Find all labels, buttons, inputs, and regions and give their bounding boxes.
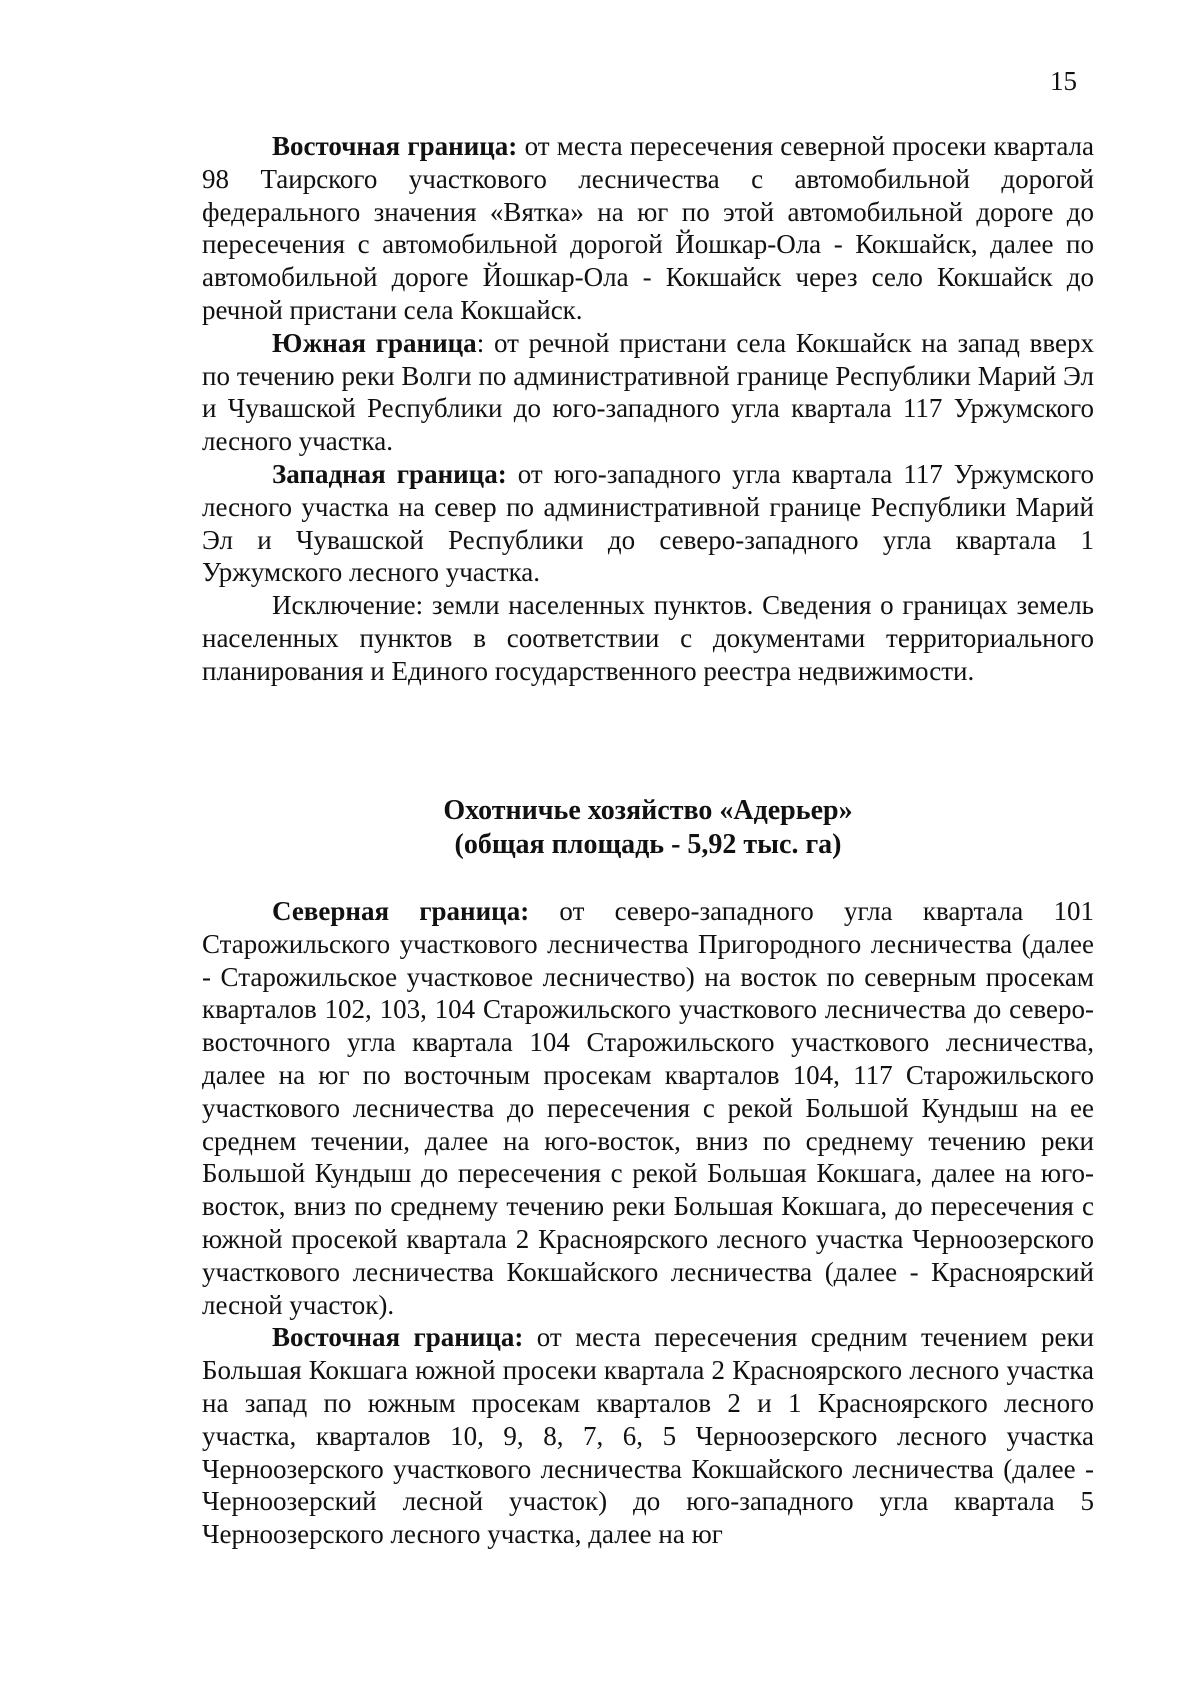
paragraph-label: Южная граница [272,327,477,358]
paragraph-east-border [202,130,1094,327]
section-subtitle: (общая площадь - 5,92 тыс. га) [454,829,842,860]
page-number: 15 [1050,66,1077,96]
paragraph-south-border [202,327,1094,458]
section-heading [202,794,1094,862]
section-title: Охотничье хозяйство «Адерьер» [443,795,853,826]
paragraph-text: от места пересечения северной просеки квартала 98 Таирского участкового лесничества с автомобильной дорогой федерального значения «Вятка» на юг по этой автомобильной дороге до пересечения с автомобильной дорогой Йошкар-Ола - Кокшайск, далее по автомобильной дороге Йошкар-Ола - Кокшайск через село Кокшайск до речной пристани села Кокшайск. [202,131,1094,325]
paragraph-label: Восточная граница: [272,131,518,161]
paragraph-north-border [202,895,1094,1321]
section-text-block [202,895,1094,1551]
paragraph-label: Северная граница: [272,896,530,926]
paragraph-label: Восточная граница: [272,1322,524,1353]
paragraph-text: Исключение: земли населенных пунктов. Сведения о границах земель населенных пунктов в соответствии с документами территориального планирования и Единого государственного реестра недвижимости. [202,590,1094,686]
paragraph-text: от юго-западного угла квартала 117 Уржумского лесного участка на север по административной границе Республики Марий Эл и Чувашской Республики до северо-западного угла квартала 1 Уржумского лесного участка. [202,458,1095,588]
paragraph-exception [202,589,1094,687]
paragraph-label: Западная граница: [272,458,507,489]
intro-text-block [202,130,1094,688]
paragraph-west-border [202,458,1094,589]
paragraph-text: : от речной пристани села Кокшайск на запад вверх по течению реки Волги по административной границе Республики Марий Эл и Чувашской Республики до юго-западного угла квартала 117 Уржумского лесного участка. [202,327,1094,457]
paragraph-text: от места пересечения средним течением реки Большая Кокшага южной просеки квартала 2 Красноярского лесного участка на запад по южным просекам кварталов 2 и 1 Красноярского лесного участка, кварталов 10, 9, 8, 7, 6, 5 Черноозерского лесного участка Черноозерского участкового лесничества Кокшайского лесничества (далее - Черноозерский лесной участок) до юго-западного угла квартала 5 Черноозерского лесного участка, далее на юг [202,1322,1095,1550]
paragraph-text: от северо-западного угла квартала 101 Старожильского участкового лесничества Пригородного лесничества (далее - Старожильское участковое лесничество) на восток по северным просекам кварталов 102, 103, 104 Старожильского участкового лесничества до северо-восточного угла квартала 104 Старожильского участкового лесничества, далее на юг по восточным просекам кварталов 104, 117 Старожильского участкового лесничества до пересечения с рекой Большой Кундыш на ее среднем течении, далее на юго-восток, вниз по среднему течению реки Большой Кундыш до пересечения с рекой Большая Кокшага, далее на юго-восток, вниз по среднему течению реки Большая Кокшага, до пересечения с южной просекой квартала 2 Красноярского лесного участка Черноозерского участкового лесничества Кокшайского лесничества (далее - Красноярский лесной участок). [202,896,1095,1320]
paragraph-east-border-2 [202,1321,1094,1551]
